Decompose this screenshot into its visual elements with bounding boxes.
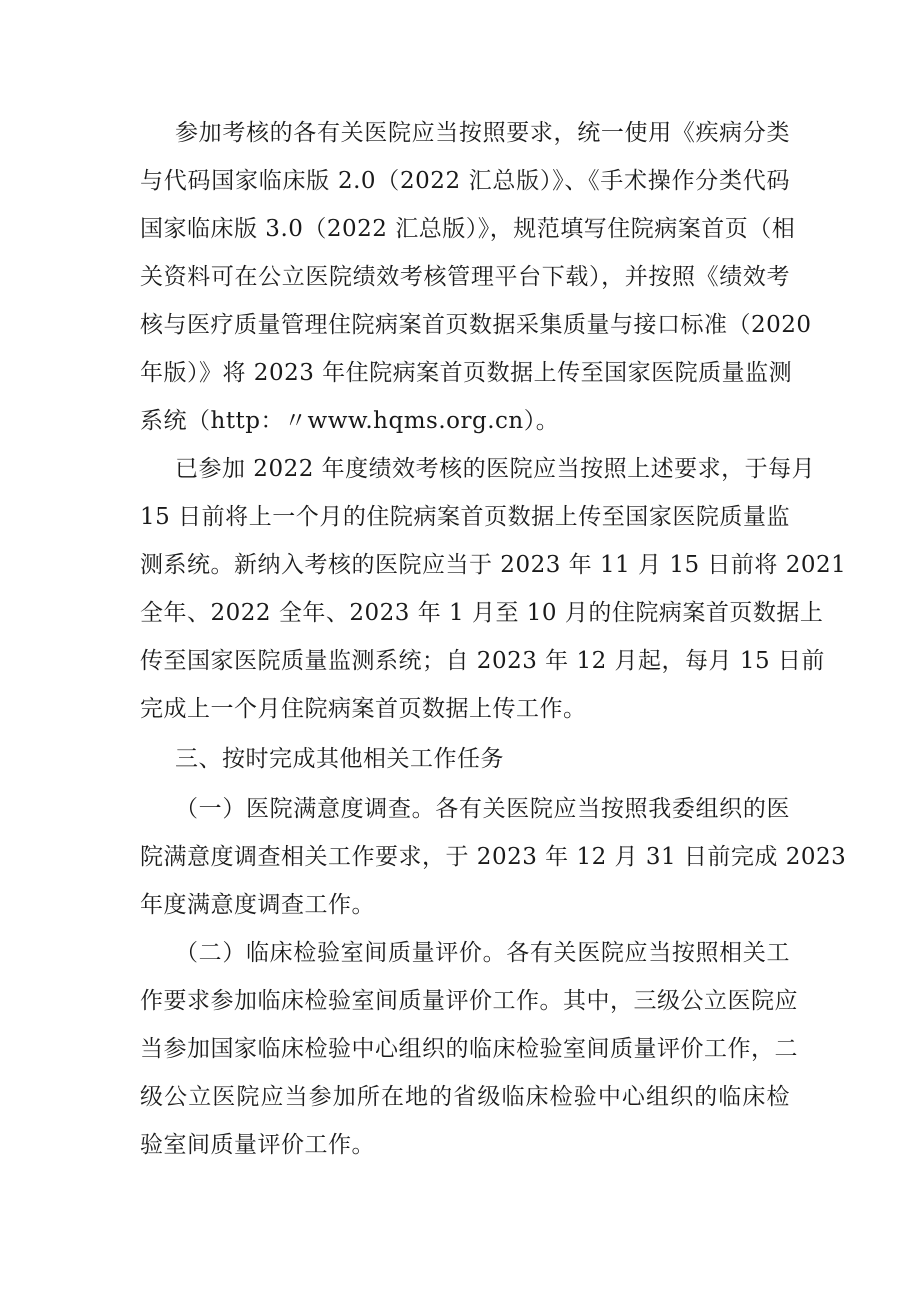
paragraph-4-line-1: （二）临床检验室间质量评价。各有关医院应当按照相关工	[175, 940, 790, 966]
paragraph-2-line-1: 已参加 2022 年度绩效考核的医院应当按照上述要求，于每月	[175, 456, 816, 482]
paragraph-4-line-2: 作要求参加临床检验室间质量评价工作。其中，三级公立医院应	[140, 988, 798, 1014]
paragraph-4-line-4: 级公立医院应当参加所在地的省级临床检验中心组织的临床检	[140, 1084, 790, 1110]
paragraph-3-line-3: 年度满意度调查工作。	[140, 892, 375, 918]
section-heading: 三、按时完成其他相关工作任务	[175, 746, 504, 772]
paragraph-1-line-6: 年版）》将 2023 年住院病案首页数据上传至国家医院质量监测	[140, 360, 793, 386]
paragraph-4-line-5: 验室间质量评价工作。	[140, 1132, 375, 1158]
paragraph-1-line-2: 与代码国家临床版 2.0（2022 汇总版）》、《手术操作分类代码	[140, 168, 790, 194]
paragraph-1-line-4: 关资料可在公立医院绩效考核管理平台下载），并按照《绩效考	[140, 264, 790, 290]
paragraph-1-line-5: 核与医疗质量管理住院病案首页数据采集质量与接口标准（2020	[140, 312, 812, 338]
paragraph-4-line-3: 当参加国家临床检验中心组织的临床检验室间质量评价工作，二	[140, 1036, 798, 1062]
paragraph-3-line-2: 院满意度调查相关工作要求，于 2023 年 12 月 31 日前完成 2023	[140, 844, 847, 870]
paragraph-2-line-4: 全年、2022 全年、2023 年 1 月至 10 月的住院病案首页数据上	[140, 600, 824, 626]
paragraph-1-line-3: 国家临床版 3.0（2022 汇总版）》，规范填写住院病案首页（相	[140, 216, 796, 242]
paragraph-1-line-7: 系统（http：〃www.hqms.org.cn）。	[140, 408, 560, 434]
paragraph-2-line-5: 传至国家医院质量监测系统；自 2023 年 12 月起，每月 15 日前	[140, 648, 825, 674]
paragraph-1-line-1: 参加考核的各有关医院应当按照要求，统一使用《疾病分类	[175, 120, 790, 146]
paragraph-2-line-3: 测系统。新纳入考核的医院应当于 2023 年 11 月 15 日前将 2021	[140, 552, 847, 578]
paragraph-2-line-2: 15 日前将上一个月的住院病案首页数据上传至国家医院质量监	[140, 504, 790, 530]
paragraph-3-line-1: （一）医院满意度调查。各有关医院应当按照我委组织的医	[175, 796, 790, 822]
paragraph-2-line-6: 完成上一个月住院病案首页数据上传工作。	[140, 696, 587, 722]
